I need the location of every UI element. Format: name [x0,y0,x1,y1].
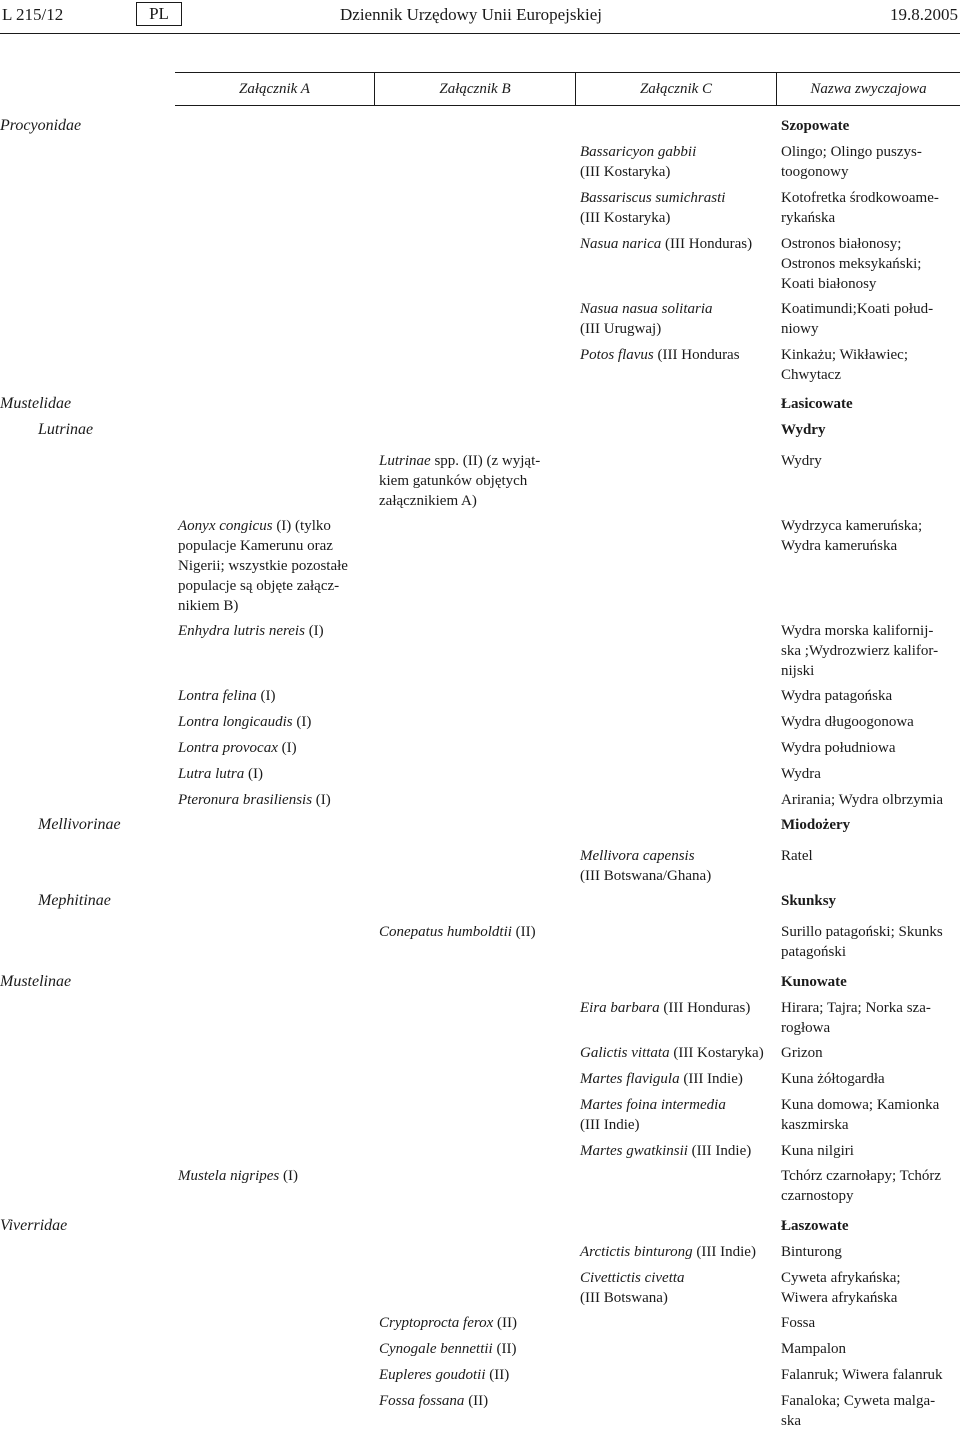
cell-text: (II) [464,1393,489,1409]
cell-text: (III Indie) [580,1117,640,1133]
common-name-cell: Wydra długoogonowa [781,714,914,730]
annex-c-cell [580,1069,776,1089]
common-name-cell: Łasicowate [781,396,853,412]
annex-c-cell [580,998,776,1018]
common-name-cell: Tchórz czarnołapy; Tchórz czarnostopy [781,1168,942,1204]
annex-c-cell [580,345,776,365]
common-name-cell: Ratel [781,848,813,864]
scientific-name: Lutrinae [379,453,431,469]
column-header-annex-b: Załącznik B [439,81,511,97]
family-name: Mustelidae [0,395,72,412]
cell-text: (III Honduras [653,347,740,363]
annex-c-cell [580,1242,776,1262]
annex-c-cell [580,1043,776,1063]
common-name-cell: Surillo patagoński; Skunks patagoński [781,924,943,960]
cell-text: (I) [279,1168,298,1184]
scientific-name: Galictis vittata [580,1045,670,1061]
common-name-cell: Kinkażu; Wikławiec; Chwytacz [781,347,908,383]
scientific-name: Cryptoprocta ferox [379,1315,494,1331]
cell-text: (II) [493,1315,518,1331]
annex-a-cell [178,686,368,706]
common-name-cell: Hirara; Tajra; Norka sza- rogłowa [781,1000,931,1036]
scientific-name: Lontra longicaudis [178,714,293,730]
common-name-cell: Wydra południowa [781,740,896,756]
cell-text: spp. (II) (z wyjąt- kiem gatunków objętych załącznikiem A) [379,453,541,509]
annex-a-cell [178,738,368,758]
scientific-name: Mellivora capensis [580,848,695,864]
scientific-name: Civettictis civetta [580,1270,685,1286]
scientific-name: Bassariscus sumichrasti [580,190,726,206]
scientific-name: Conepatus humboldtii [379,924,512,940]
cell-text: (I) (tylko populacje Kamerunu oraz Nigerii; wszystkie pozostałe populacje są objęte załącz- nikiem B) [178,518,348,614]
common-name-cell: Fossa [781,1315,816,1331]
common-name-cell: Skunksy [781,893,837,909]
cell-text: (I) [304,623,324,639]
common-name-cell: Fanaloka; Cyweta malga- ska [781,1393,936,1429]
cell-text: (III Indie) [692,1244,756,1260]
common-name-cell: Wydrzyca kameruńska; Wydra kameruńska [781,518,923,554]
annex-b-cell [379,1391,571,1411]
common-name-cell: Kotofretka środkowoame- rykańska [781,190,939,226]
annex-c-cell [580,188,776,228]
cell-text: (I) [277,740,297,756]
annex-c-cell [580,299,776,339]
cell-text: (II) [485,1367,510,1383]
cell-text: (III Honduras) [659,1000,751,1016]
language-badge: PL [136,2,182,26]
page-number: L 215/12 [2,5,64,24]
scientific-name: Martes foina intermedia [580,1097,726,1113]
annex-b-cell [379,451,571,511]
cell-text: (I) [244,766,264,782]
annex-c-cell [580,1268,776,1308]
scientific-name: Pteronura brasiliensis [178,792,313,808]
cell-text: (I) [256,688,276,704]
subfamily-name: Lutrinae [38,421,94,438]
cell-text: (III Botswana) [580,1290,668,1306]
annex-b-cell [379,922,571,942]
scientific-name: Enhydra lutris nereis [178,623,305,639]
journal-title: Dziennik Urzędowy Unii Europejskiej [340,5,603,24]
annex-a-cell [178,764,368,784]
annex-b-cell [379,1339,571,1359]
annex-c-cell [580,234,776,254]
common-name-cell: Ostronos białonosy; Ostronos meksykański; Koati białonosy [781,236,922,292]
annex-a-cell [178,712,368,732]
annex-a-cell [178,1166,368,1186]
common-name-cell: Olingo; Olingo puszys- toogonowy [781,144,922,180]
column-header-common-name: Nazwa zwyczajowa [810,81,927,97]
cell-text: (III Kostaryka) [580,164,671,180]
cell-text: (III Indie) [679,1071,743,1087]
header-rule [0,33,960,34]
scientific-name: Martes gwatkinsii [580,1143,688,1159]
subfamily-name: Mephitinae [38,892,111,909]
scientific-name: Fossa fossana [379,1393,465,1409]
column-headers [175,72,960,106]
cell-text: (III Indie) [687,1143,752,1159]
scientific-name: Lontra provocax [178,740,278,756]
common-name-cell: Kunowate [781,974,847,990]
annex-c-cell [580,846,776,886]
scientific-name: Lutra lutra [178,766,245,782]
cell-text: (III Botswana/Ghana) [580,868,712,884]
family-name: Viverridae [0,1217,68,1234]
annex-a-cell [178,790,368,810]
common-name-cell: Kuna nilgiri [781,1143,854,1159]
common-name-cell: Wydra morska kalifornij- ska ;Wydrozwierz kalifor- nijski [781,623,939,679]
common-name-cell: Wydry [781,453,822,469]
cell-text: (II) [492,1341,517,1357]
cell-text: (I) [292,714,312,730]
cell-text: (II) [511,924,536,940]
common-name-cell: Falanruk; Wiwera falanruk [781,1367,943,1383]
annex-c-cell [580,1095,776,1135]
common-name-cell: Kuna domowa; Kamionka kaszmirska [781,1097,940,1133]
common-name-cell: Mampalon [781,1341,846,1357]
cell-text: (III Kostaryka) [669,1045,764,1061]
common-name-cell: Wydry [781,422,826,438]
family-name: Mustelinae [0,973,72,990]
page-header [0,0,960,34]
annex-a-cell [178,621,368,641]
scientific-name: Eupleres goudotii [379,1367,486,1383]
subfamily-name: Mellivorinae [38,816,121,833]
common-name-cell: Kuna żółtogardła [781,1071,885,1087]
scientific-name: Eira barbara [580,1000,660,1016]
cell-text: (I) [312,792,331,808]
scientific-name: Cynogale bennettii [379,1341,493,1357]
scientific-name: Martes flavigula [580,1071,680,1087]
scientific-name: Nasua narica [580,236,662,252]
cell-text: (III Kostaryka) [580,210,671,226]
scientific-name: Lontra felina [178,688,257,704]
common-name-cell: Wydra patagońska [781,688,893,704]
common-name-cell: Arirania; Wydra olbrzymia [781,792,944,808]
common-name-cell: Koatimundi;Koati połud- niowy [781,301,934,337]
column-header-annex-a: Załącznik A [239,81,310,97]
common-name-cell: Łaszowate [781,1218,849,1234]
column-header-annex-c: Załącznik C [639,81,713,97]
common-name-cell: Szopowate [781,118,850,134]
scientific-name: Mustela nigripes [178,1168,280,1184]
scientific-name: Potos flavus [580,347,654,363]
annex-c-cell [580,142,776,182]
family-name: Procyonidae [0,117,82,134]
scientific-name: Bassaricyon gabbii [580,144,697,160]
common-name-cell: Miodożery [781,817,851,833]
common-name-cell: Binturong [781,1244,842,1260]
annex-a-cell [178,516,368,616]
cell-text: (III Honduras) [661,236,753,252]
scientific-name: Arctictis binturong [580,1244,693,1260]
cell-text: (III Urugwaj) [580,321,662,337]
common-name-cell: Wydra [781,766,821,782]
common-name-cell: Grizon [781,1045,823,1061]
scientific-name: Nasua nasua solitaria [580,301,713,317]
annex-b-cell [379,1313,571,1333]
annex-b-cell [379,1365,571,1385]
common-name-cell: Cyweta afrykańska; Wiwera afrykańska [781,1270,901,1306]
annex-c-cell [580,1141,776,1161]
scientific-name: Aonyx congicus [178,518,273,534]
publication-date: 19.8.2005 [890,5,958,24]
